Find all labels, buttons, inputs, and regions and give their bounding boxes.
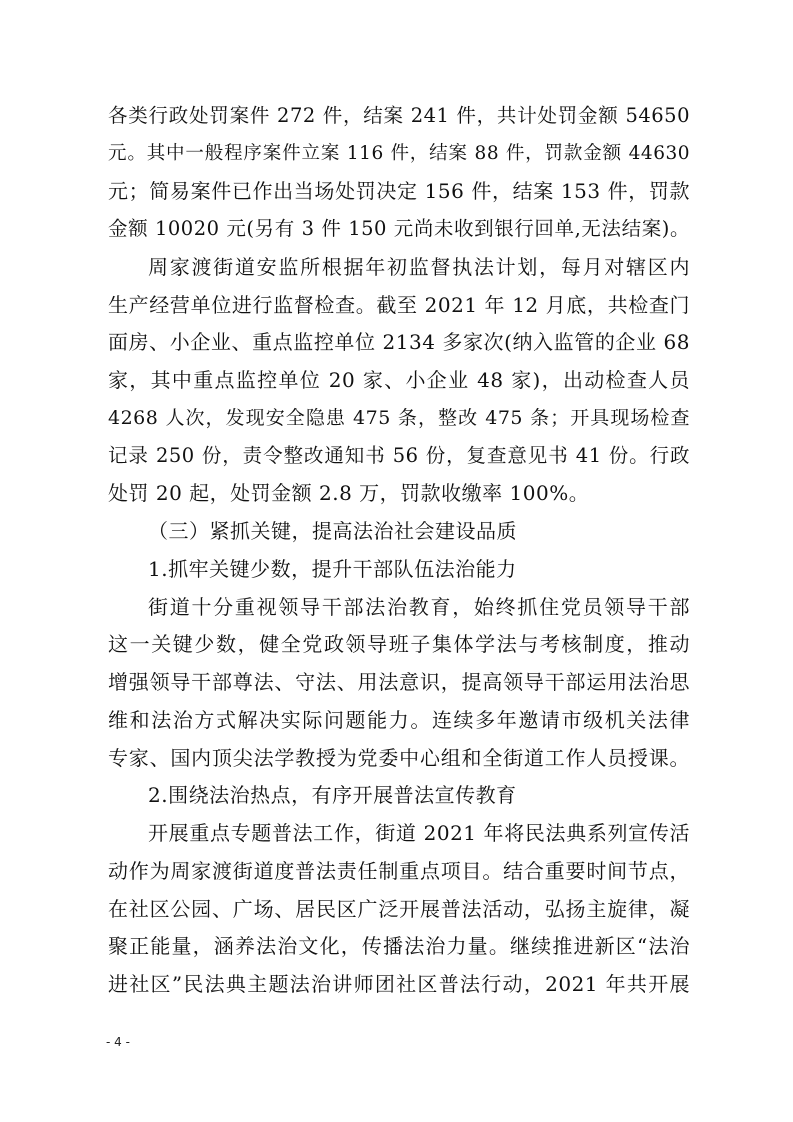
paragraph-line: 进社区”民法典主题法治讲师团社区普法行动，2021 年共开展: [108, 972, 690, 996]
paragraph-line: 元；简易案件已作出当场处罚决定 156 件，结案 153 件，罚款: [108, 179, 690, 203]
subsection-heading: 1.抓牢关键少数，提升干部队伍法治能力: [148, 557, 517, 581]
paragraph-line: 家，其中重点监控单位 20 家、小企业 48 家)，出动检查人员: [108, 368, 690, 392]
paragraph-line: 动作为周家渡街道度普法责任制重点项目。结合重要时间节点，: [108, 859, 690, 883]
paragraph-line: 4268 人次，发现安全隐患 475 条，整改 475 条；开具现场检查: [108, 407, 690, 429]
paragraph-line: 开展重点专题普法工作，街道 2021 年将民法典系列宣传活: [148, 821, 690, 845]
subsection-heading: 2.围绕法治热点，有序开展普法宣传教育: [148, 783, 517, 807]
paragraph-line: 增强领导干部尊法、守法、用法意识，提高领导干部运用法治思: [108, 670, 690, 694]
page-number: - 4 -: [106, 1035, 130, 1049]
paragraph-line: 面房、小企业、重点监控单位 2134 多家次(纳入监管的企业 68: [108, 330, 690, 354]
paragraph-line: 金额 10020 元(另有 3 件 150 元尚未收到银行回单,无法结案)。: [108, 217, 690, 240]
paragraph-line: 处罚 20 起，处罚金额 2.8 万，罚款收缴率 100%。: [108, 481, 590, 505]
paragraph-line: 维和法治方式解决实际问题能力。连续多年邀请市级机关法律: [108, 708, 690, 732]
paragraph-line: 各类行政处罚案件 272 件，结案 241 件，共计处罚金额 54650: [108, 104, 690, 127]
paragraph-line: 元。其中一般程序案件立案 116 件，结案 88 件，罚款金额 44630: [108, 143, 690, 164]
section-heading: （三）紧抓关键，提高法治社会建设品质: [148, 519, 517, 543]
paragraph-line: 生产经营单位进行监督检查。截至 2021 年 12 月底，共检查门: [108, 293, 690, 317]
paragraph-line: 聚正能量，涵养法治文化，传播法治力量。继续推进新区“法治: [108, 934, 690, 958]
paragraph-line: 记录 250 份，责令整改通知书 56 份，复查意见书 41 份。行政: [108, 444, 690, 467]
paragraph-line: 这一关键少数，健全党政领导班子集体学法与考核制度，推动: [108, 632, 690, 656]
paragraph-line: 专家、国内顶尖法学教授为党委中心组和全街道工作人员授课。: [108, 746, 690, 770]
paragraph-line: 街道十分重视领导干部法治教育，始终抓住党员领导干部: [148, 595, 690, 619]
paragraph-line: 周家渡街道安监所根据年初监督执法计划，每月对辖区内: [148, 255, 690, 279]
paragraph-line: 在社区公园、广场、居民区广泛开展普法活动，弘扬主旋律，凝: [108, 897, 690, 921]
